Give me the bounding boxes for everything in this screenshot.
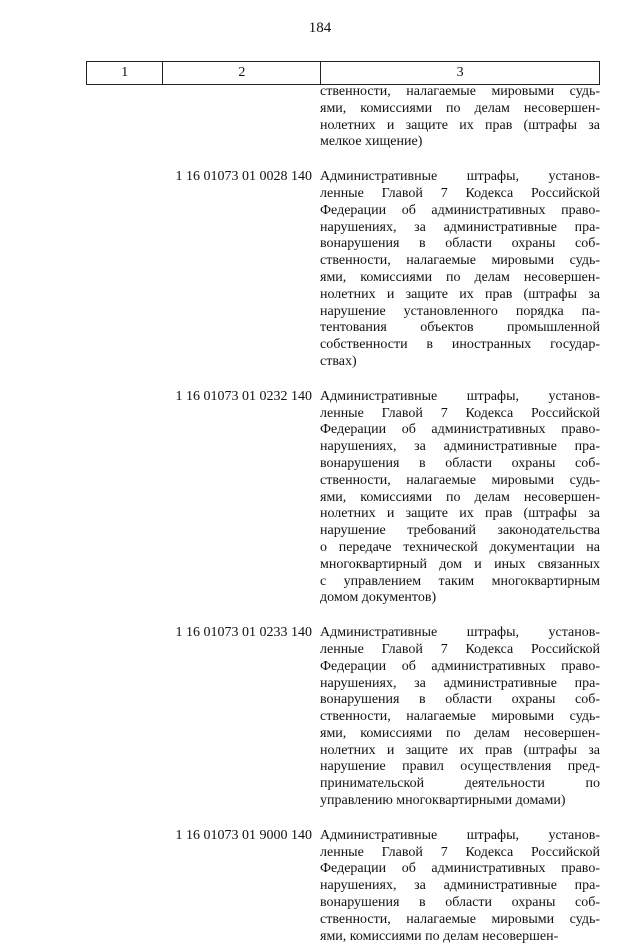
description-line: ственности, налагаемые мировыми судь-	[320, 709, 600, 725]
description-line: нолетних и защите их прав (штрафы за	[320, 117, 600, 133]
table-row	[86, 169, 600, 371]
description	[320, 84, 600, 151]
description-line: вонарушения в области охраны соб-	[320, 895, 600, 911]
header-col-3: 3	[321, 62, 600, 85]
page-number: 184	[308, 20, 332, 36]
header-col-1: 1	[87, 62, 163, 85]
description-line: нолетних и защите их прав (штрафы за	[320, 742, 600, 758]
description-line: о передаче технической документации на	[320, 539, 600, 555]
description-line: ственности, налагаемые мировыми судь-	[320, 472, 600, 488]
table-row	[86, 84, 600, 151]
description-line: ленные Главой 7 Кодекса Российской	[320, 844, 600, 860]
description-line: нарушение правил осуществления пред-	[320, 759, 600, 775]
description-line: вонарушения в области охраны соб-	[320, 236, 600, 252]
description	[320, 828, 600, 945]
description-line: Административные штрафы, установ-	[320, 827, 600, 843]
description-line: принимательской деятельности по	[320, 776, 600, 792]
description-line: домом документов)	[320, 590, 437, 606]
description-line: Федерации об административных право-	[320, 861, 600, 877]
description	[320, 389, 600, 607]
description-line: Федерации об административных право-	[320, 658, 600, 674]
description-line: управлению многоквартирными домами)	[320, 793, 566, 809]
description-line: мелкое хищение)	[320, 134, 423, 150]
budget-code: 1 16 01073 01 0028 140	[175, 169, 312, 185]
description-line: тентования объектов промышленной	[320, 320, 600, 336]
description-line: ленные Главой 7 Кодекса Российской	[320, 185, 600, 201]
description-line: нарушениях, за административные пра-	[320, 878, 600, 894]
description-line: ями, комиссиями по делам несовершен-	[320, 100, 600, 116]
description	[320, 169, 600, 371]
description-line: ленные Главой 7 Кодекса Российской	[320, 641, 600, 657]
table-row	[86, 828, 600, 945]
description-line: Административные штрафы, установ-	[320, 625, 600, 641]
table-row	[86, 389, 600, 607]
description-line: ственности, налагаемые мировыми судь-	[320, 911, 600, 927]
description-line: нолетних и защите их прав (штрафы за	[320, 506, 600, 522]
description-line: нарушениях, за административные пра-	[320, 219, 600, 235]
empty-cell	[86, 389, 162, 607]
description-line: Федерации об административных право-	[320, 422, 600, 438]
description-line: Федерации об административных право-	[320, 202, 600, 218]
description-line: нарушение требований законодательства	[320, 523, 600, 539]
description-line: вонарушения в области охраны соб-	[320, 692, 600, 708]
description	[320, 625, 600, 810]
description-line: нарушениях, за административные пра-	[320, 675, 600, 691]
empty-cell	[86, 625, 162, 810]
description-line: многоквартирный дом и иных связанных	[320, 556, 600, 572]
description-line: ями, комиссиями по делам несовершен-	[320, 489, 600, 505]
description-line: ственности, налагаемые мировыми судь-	[320, 84, 600, 99]
table-row	[86, 625, 600, 810]
description-line: ями, комиссиями по делам несовершен-	[320, 269, 600, 285]
budget-code	[162, 84, 320, 151]
empty-cell	[86, 828, 162, 945]
description-line: вонарушения в области охраны соб-	[320, 455, 600, 471]
budget-code: 1 16 01073 01 0232 140	[175, 388, 312, 404]
budget-code: 1 16 01073 01 0233 140	[175, 625, 312, 641]
empty-cell	[86, 84, 162, 151]
description-line: Административные штрафы, установ-	[320, 169, 600, 185]
description-line: нарушение установленного порядка па-	[320, 303, 600, 319]
table-body	[86, 84, 600, 945]
description-line: нолетних и защите их прав (штрафы за	[320, 286, 600, 302]
description-line: Административные штрафы, установ-	[320, 388, 600, 404]
table-header	[86, 61, 600, 85]
description-line: ями, комиссиями по делам несовершен-	[320, 725, 600, 741]
header-col-2: 2	[163, 62, 321, 85]
empty-cell	[86, 169, 162, 371]
description-line: собственности в иностранных государ-	[320, 337, 600, 353]
description-line: ленные Главой 7 Кодекса Российской	[320, 405, 600, 421]
description-line: ствах)	[320, 353, 357, 369]
description-line: с управлением таким многоквартирным	[320, 573, 600, 589]
budget-code: 1 16 01073 01 9000 140	[175, 827, 312, 843]
description-line: ственности, налагаемые мировыми судь-	[320, 253, 600, 269]
description-line: нарушениях, за административные пра-	[320, 439, 600, 455]
description-line: ями, комиссиями по делам несовершен-	[320, 928, 559, 944]
